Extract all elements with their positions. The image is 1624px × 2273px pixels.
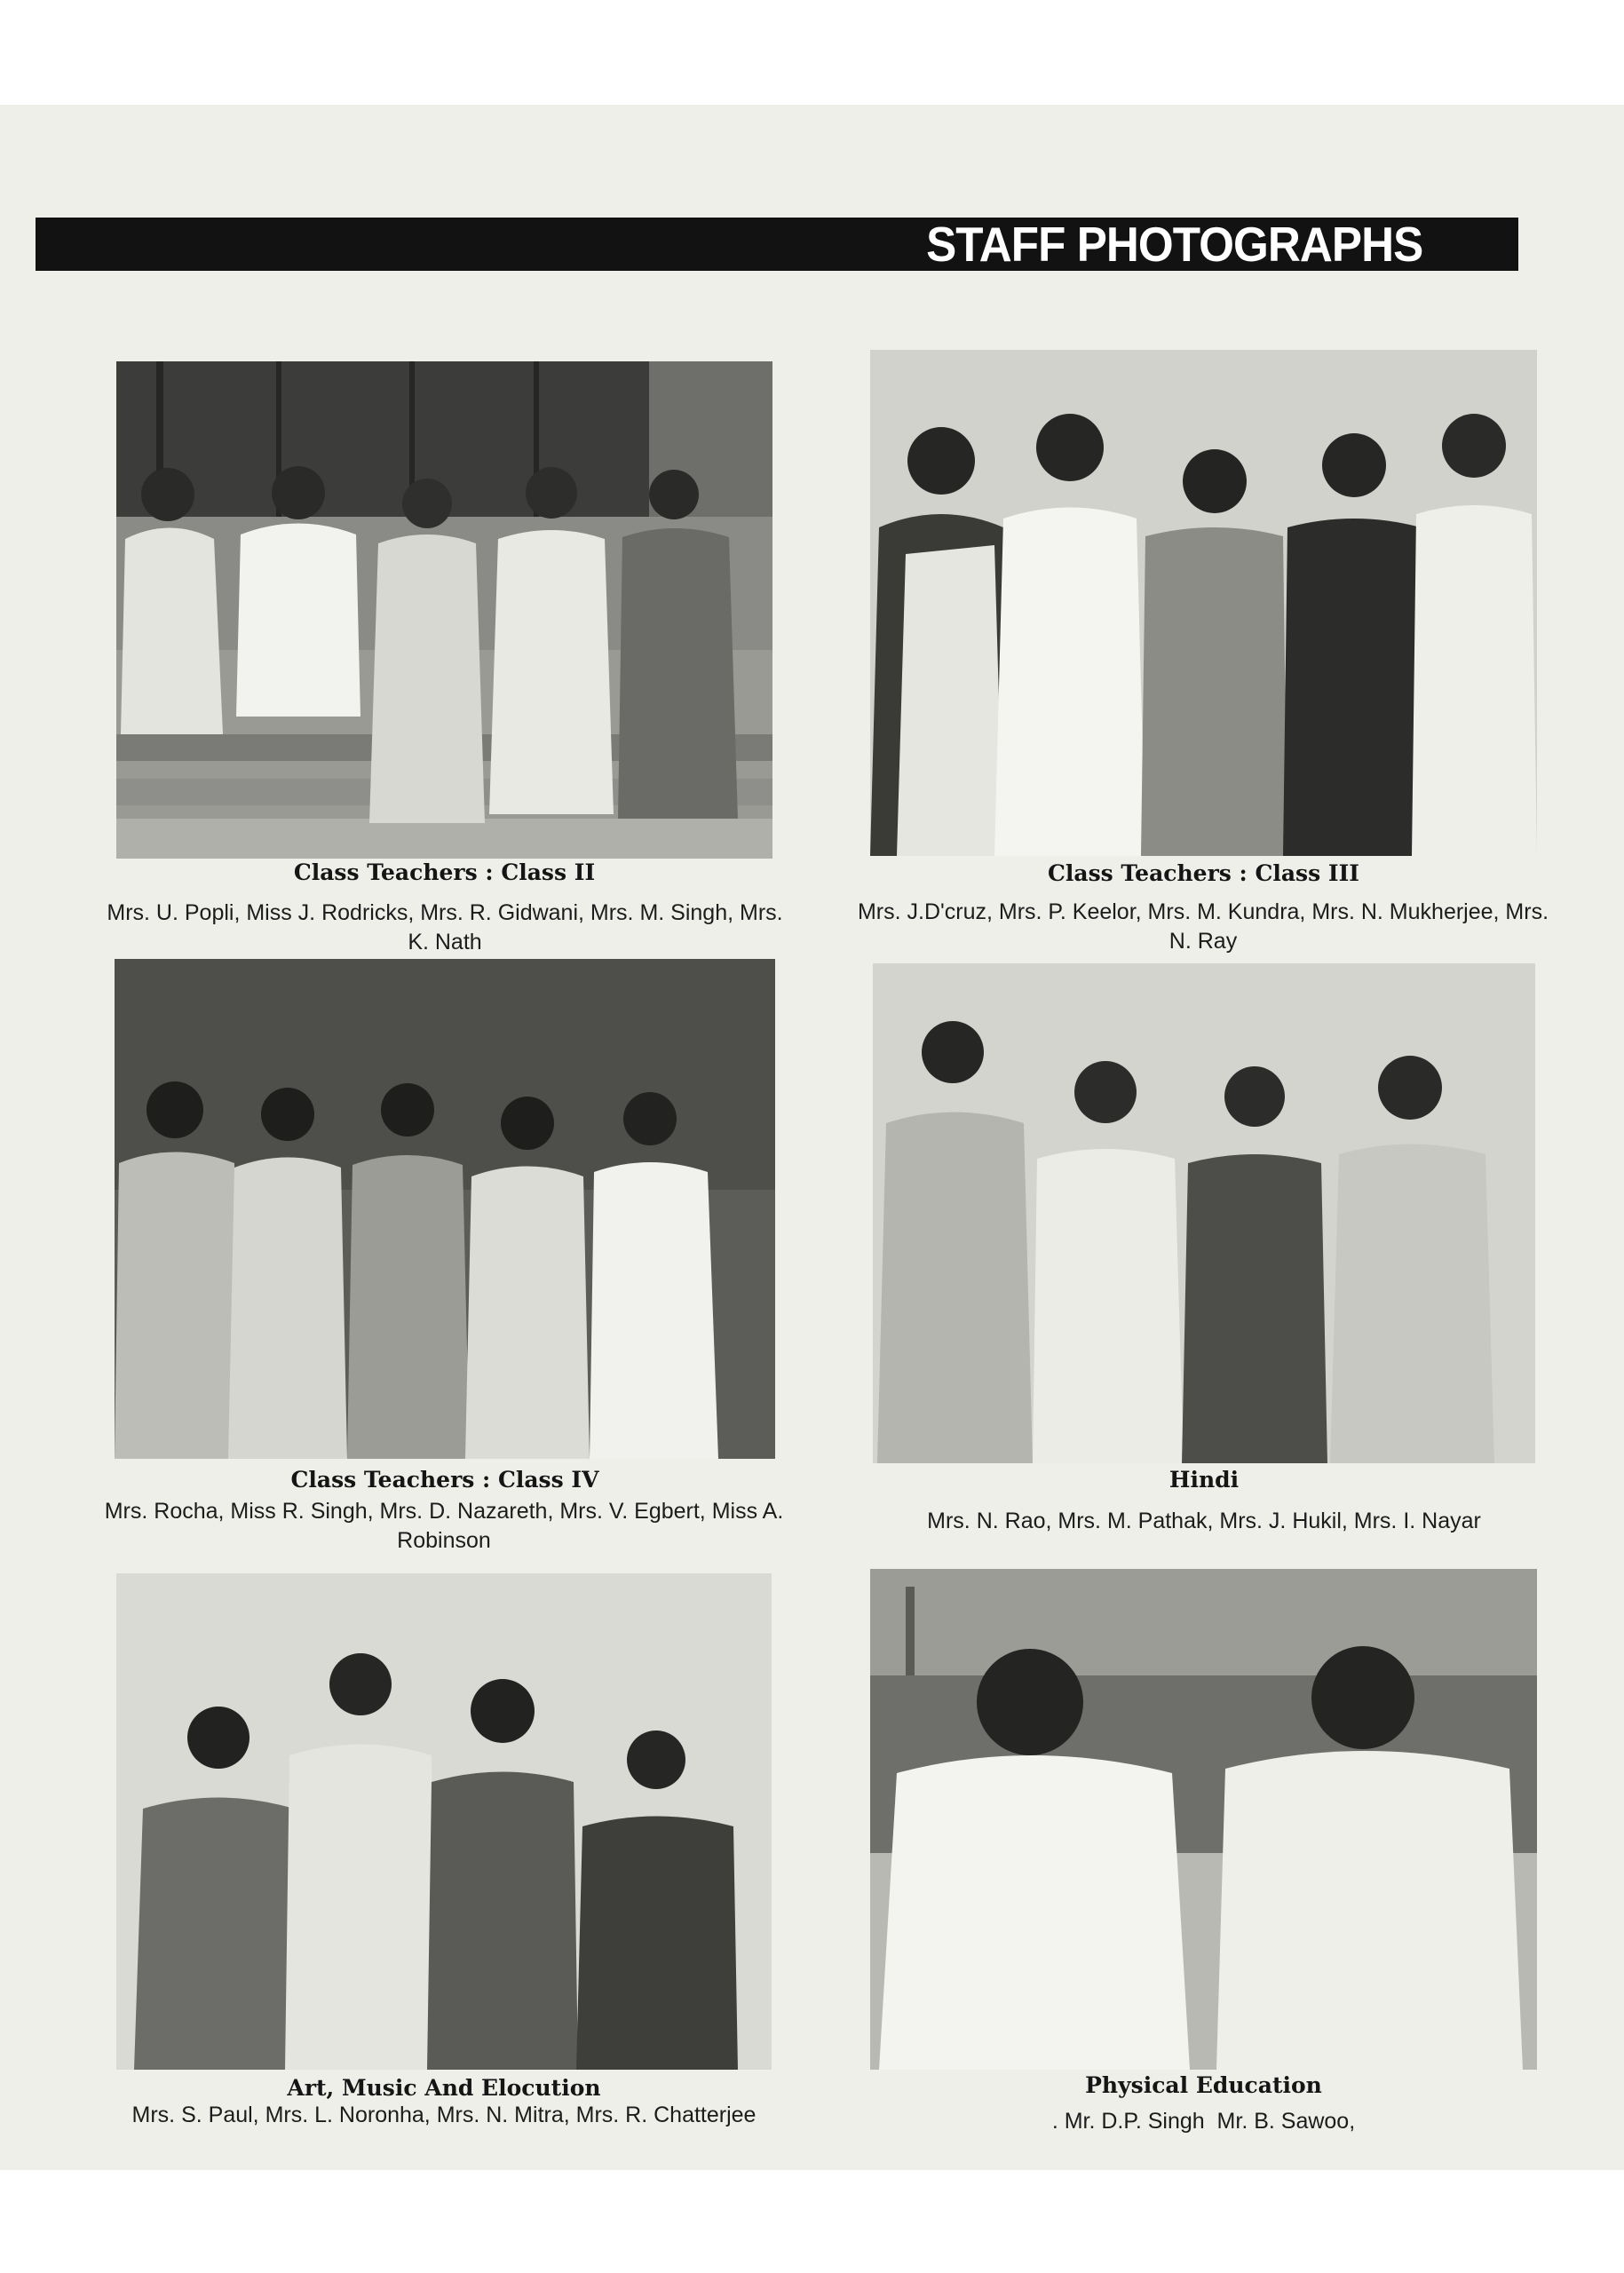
class-four-names: Mrs. Rocha, Miss R. Singh, Mrs. D. Nazareth, Mrs. V. Egbert, Miss A. Robinson <box>104 1499 784 1553</box>
class-two-names: Mrs. U. Popli, Miss J. Rodricks, Mrs. R. Gidwani, Mrs. M. Singh, Mrs. K. Nath <box>107 900 783 954</box>
class-two-heading: Class Teachers : Class II <box>293 859 596 885</box>
page-title: STAFF PHOTOGRAPHS <box>925 217 1422 272</box>
hindi-names: Mrs. N. Rao, Mrs. M. Pathak, Mrs. J. Hukil, Mrs. I. Nayar <box>927 1509 1481 1533</box>
hindi-heading: Hindi <box>1168 1467 1240 1493</box>
photo-art-music-elocution <box>116 1573 772 2070</box>
photo-class-four <box>115 959 775 1459</box>
art-music-elocution-heading: Art, Music And Elocution <box>287 2075 601 2101</box>
class-three-names: Mrs. J.D'cruz, Mrs. P. Keelor, Mrs. M. Kundra, Mrs. N. Mukherjee, Mrs. N. Ray <box>857 899 1549 954</box>
class-four-heading: Class Teachers : Class IV <box>290 1467 599 1493</box>
class-three-heading: Class Teachers : Class III <box>1047 860 1359 886</box>
physical-education-names: . Mr. D.P. Singh Mr. B. Sawoo, <box>1051 2109 1356 2134</box>
photo-physical-education <box>870 1569 1537 2070</box>
title-bar <box>36 218 1518 271</box>
art-music-elocution-names: Mrs. S. Paul, Mrs. L. Noronha, Mrs. N. Mitra, Mrs. R. Chatterjee <box>131 2103 757 2127</box>
physical-education-heading: Physical Education <box>1085 2072 1322 2098</box>
photo-class-three <box>870 350 1537 856</box>
photo-hindi <box>873 963 1535 1463</box>
photo-class-two <box>116 361 772 859</box>
